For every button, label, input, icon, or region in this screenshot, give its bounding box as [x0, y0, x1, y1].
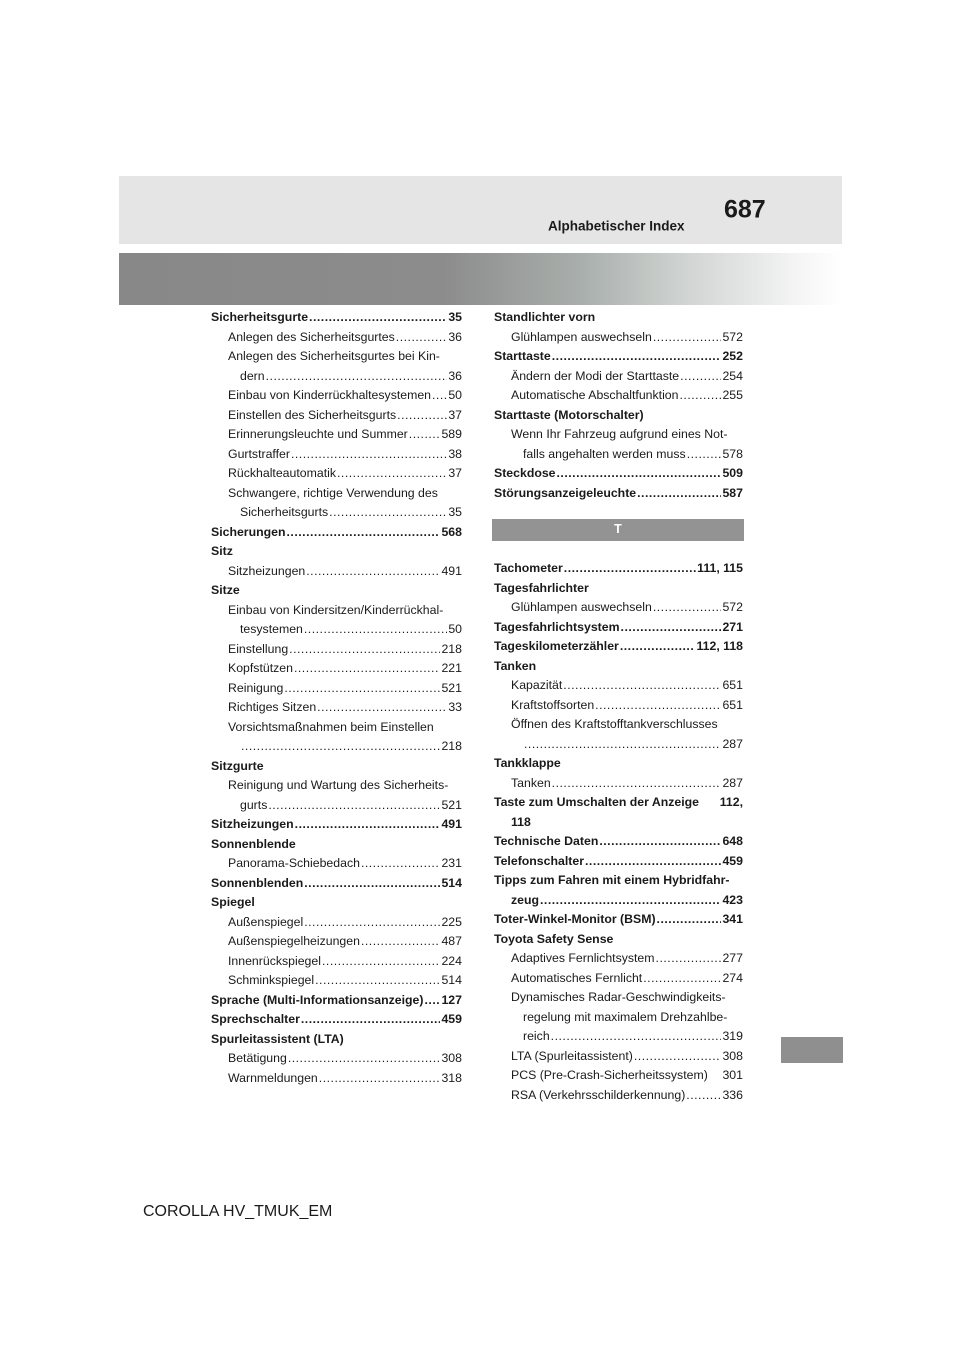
- index-entry: [494, 328, 743, 348]
- entry-text: Anlegen des Sicherheitsgurtes: [228, 329, 395, 344]
- index-heading: Sitzgurte: [211, 758, 264, 773]
- dot-leader: [653, 328, 722, 348]
- entry-page: 37: [448, 466, 462, 480]
- entry-text: Öffnen des Kraftstofftankverschlusses: [511, 717, 718, 731]
- index-entry: [494, 618, 743, 638]
- entry-page: 568: [441, 524, 462, 539]
- entry-page: 112,: [719, 795, 743, 809]
- entry-page: 252: [722, 349, 743, 363]
- index-entry: [211, 1069, 462, 1089]
- entry-page: 50: [448, 388, 462, 402]
- entry-text: Kopfstützen: [228, 661, 293, 675]
- entry-text: Panorama-Schiebedach: [228, 856, 360, 870]
- entry-page: 127: [441, 992, 462, 1007]
- index-entry: [211, 952, 462, 972]
- index-heading: Sonnenblende: [211, 836, 296, 851]
- entry-page: 221: [441, 661, 462, 675]
- entry-text: Sprache (Multi-Informationsanzeige): [211, 992, 424, 1007]
- entry-text: Einstellung: [228, 641, 289, 656]
- dot-leader: [552, 774, 722, 794]
- entry-continuation: 118: [511, 814, 531, 829]
- index-entry: [211, 737, 462, 757]
- entry-text: Adaptives Fernlichtsystem: [511, 951, 655, 965]
- entry-text: falls angehalten werden muss: [523, 446, 686, 461]
- entry-text: Automatisches Fernlicht: [511, 970, 643, 985]
- dot-leader: [309, 308, 447, 328]
- index-entry: [211, 425, 462, 445]
- index-entry: [211, 1049, 462, 1069]
- index-entry: [494, 891, 743, 911]
- index-entry: [494, 969, 743, 989]
- entry-page: 521: [441, 797, 462, 812]
- dot-leader: [552, 347, 722, 367]
- dot-leader: [286, 523, 440, 543]
- entry-text: Reinigung: [228, 680, 284, 695]
- index-entry: [211, 328, 462, 348]
- dot-leader: [424, 991, 440, 1011]
- index-entry: [211, 796, 462, 816]
- dot-leader: [620, 637, 696, 657]
- entry-text: Schminkspiegel: [228, 973, 315, 987]
- index-entry: [211, 523, 462, 543]
- index-entry: [494, 347, 743, 367]
- dot-leader: [337, 464, 447, 484]
- entry-text: Anlegen des Sicherheitsgurtes bei Kin-: [228, 349, 440, 363]
- dot-leader: [653, 598, 722, 618]
- index-entry: [211, 386, 462, 406]
- dot-leader: [306, 562, 440, 582]
- dot-leader: [319, 1069, 441, 1089]
- index-heading: Tagesfahrlichter: [494, 580, 589, 595]
- dot-leader: [680, 367, 721, 387]
- entry-text: Steckdose: [494, 466, 556, 480]
- index-entry: [494, 832, 743, 852]
- index-entry: [211, 659, 462, 679]
- entry-text: Außenspiegelheizungen: [228, 934, 360, 948]
- entry-text: Automatische Abschaltfunktion: [511, 388, 679, 402]
- entry-text: Toter-Winkel-Monitor (BSM): [494, 912, 656, 926]
- entry-text: Gurtstraffer: [228, 446, 290, 461]
- entry-page: 35: [448, 310, 462, 324]
- index-entry: [494, 774, 743, 794]
- dot-leader: [289, 640, 440, 660]
- entry-page: 336: [722, 1087, 743, 1102]
- dot-leader: [557, 464, 722, 484]
- entry-page: 255: [722, 388, 743, 402]
- index-entry: [494, 696, 743, 716]
- entry-text: Einbau von Kinderrückhaltesystemen: [228, 388, 432, 402]
- dot-leader: [322, 952, 440, 972]
- entry-text: Außenspiegel: [228, 914, 304, 929]
- index-entry: [211, 991, 462, 1011]
- entry-page: 274: [722, 970, 743, 985]
- entry-text: dern: [240, 368, 265, 383]
- entry-page: 459: [441, 1012, 462, 1026]
- index-heading: Tankklappe: [494, 756, 561, 770]
- entry-text: Wenn Ihr Fahrzeug aufgrund eines Not-: [511, 427, 728, 441]
- entry-page: 572: [722, 329, 743, 344]
- index-entry: [494, 1027, 743, 1047]
- index-heading: Standlichter vorn: [494, 310, 596, 324]
- entry-text: Richtiges Sitzen: [228, 700, 317, 714]
- index-entry: [494, 1047, 743, 1067]
- dot-leader: [361, 854, 441, 874]
- entry-text: PCS (Pre-Crash-Sicherheitssystem): [511, 1068, 708, 1082]
- entry-page: 423: [722, 892, 743, 907]
- entry-page: 514: [441, 973, 462, 987]
- entry-page: 271: [722, 619, 743, 634]
- index-entry: [211, 308, 462, 328]
- dot-leader: [621, 618, 722, 638]
- dot-leader: [563, 676, 721, 696]
- dot-leader: [304, 874, 440, 894]
- entry-text: Dynamisches Radar-Geschwindigkeits-: [511, 990, 726, 1004]
- entry-page: 254: [722, 368, 743, 383]
- entry-page: 509: [722, 466, 743, 480]
- index-entry: [494, 464, 743, 484]
- index-column-right: [494, 308, 743, 1105]
- index-entry: [494, 735, 743, 755]
- entry-text: RSA (Verkehrsschilderkennung): [511, 1087, 686, 1102]
- entry-text: Glühlampen auswechseln: [511, 329, 652, 344]
- dot-leader: [241, 737, 440, 757]
- entry-text: Warnmeldungen: [228, 1070, 318, 1085]
- entry-page: 218: [441, 739, 462, 753]
- entry-text: Reinigung und Wartung des Sicherheits-: [228, 778, 449, 792]
- dot-leader: [315, 971, 440, 991]
- entry-text: Einstellen des Sicherheitsgurts: [228, 407, 397, 422]
- index-entry: [494, 445, 743, 465]
- dot-leader: [329, 503, 447, 523]
- dot-leader: [294, 659, 441, 679]
- entry-page: 587: [722, 485, 743, 500]
- entry-page: 578: [722, 446, 743, 461]
- entry-text: Betätigung: [228, 1051, 287, 1065]
- dot-leader: [599, 832, 721, 852]
- entry-text: Kraftstoffsorten: [511, 697, 595, 712]
- entry-page: 224: [441, 953, 462, 968]
- entry-text: Einbau von Kindersitzen/Kinderrückhal-: [228, 602, 444, 617]
- dot-leader: [564, 559, 696, 579]
- index-entry: [494, 949, 743, 969]
- entry-page: 651: [722, 678, 743, 692]
- entry-page: 37: [448, 407, 462, 422]
- entry-page: 491: [441, 817, 462, 831]
- entry-text: zeug: [511, 892, 540, 907]
- entry-text: Sicherheitsgurts: [240, 505, 329, 519]
- entry-text: Sicherungen: [211, 524, 286, 539]
- dot-leader: [361, 932, 441, 952]
- entry-page: 50: [448, 622, 462, 636]
- entry-page: 648: [722, 834, 743, 848]
- dot-leader: [304, 913, 440, 933]
- entry-page: 33: [448, 700, 462, 714]
- entry-text: Technische Daten: [494, 834, 599, 848]
- dot-leader: [687, 445, 722, 465]
- entry-page: 651: [722, 697, 743, 712]
- entry-text: Tipps zum Fahren mit einem Hybridfahr-: [494, 873, 730, 887]
- index-entry: [211, 932, 462, 952]
- entry-text: Tagesfahrlichtsystem: [494, 619, 620, 634]
- dot-leader: [288, 1049, 441, 1069]
- entry-page: 318: [441, 1070, 462, 1085]
- index-entry: [211, 445, 462, 465]
- dot-leader: [524, 735, 721, 755]
- dot-leader: [284, 679, 440, 699]
- entry-text: Sitzheizungen: [211, 817, 294, 831]
- entry-page: 218: [441, 641, 462, 656]
- entry-page: 341: [722, 912, 743, 926]
- entry-text: Ändern der Modi der Starttaste: [511, 368, 680, 383]
- entry-page: 112, 118: [696, 639, 743, 653]
- entry-page: 231: [441, 856, 462, 870]
- index-entry: [211, 640, 462, 660]
- entry-text: Sonnenblenden: [211, 875, 304, 890]
- index-heading: Sitze: [211, 583, 240, 597]
- page-number: 687: [724, 195, 766, 224]
- index-entry: [494, 637, 743, 657]
- index-entry: [494, 367, 743, 387]
- entry-page: 491: [441, 563, 462, 578]
- entry-page: 319: [722, 1029, 743, 1043]
- dot-leader: [301, 1010, 441, 1030]
- index-entry: [211, 503, 462, 523]
- dot-leader: [295, 815, 441, 835]
- index-entry: [211, 971, 462, 991]
- entry-text: Sicherheitsgurte: [211, 310, 309, 324]
- entry-text: reich: [523, 1029, 550, 1043]
- dot-leader: [656, 949, 722, 969]
- entry-page: 277: [722, 951, 743, 965]
- entry-page: 225: [441, 914, 462, 929]
- dot-leader: [317, 698, 447, 718]
- index-entry: [494, 852, 743, 872]
- entry-page: 308: [722, 1048, 743, 1063]
- entry-text: Telefonschalter: [494, 853, 584, 868]
- dot-leader: [551, 1027, 722, 1047]
- entry-text: Taste zum Umschalten der Anzeige: [494, 795, 699, 809]
- dot-leader: [304, 620, 447, 640]
- entry-page: 487: [441, 934, 462, 948]
- entry-text: Innenrückspiegel: [228, 953, 321, 968]
- entry-text: Sitzheizungen: [228, 563, 306, 578]
- index-entry: [494, 1086, 743, 1106]
- index-entry: [211, 679, 462, 699]
- dot-leader: [432, 386, 447, 406]
- footer-doc-id: COROLLA HV_TMUK_EM: [143, 1203, 333, 1220]
- index-heading: Spurleitassistent (LTA): [211, 1031, 344, 1046]
- entry-text: Rückhalteautomatik: [228, 466, 336, 480]
- entry-text: Glühlampen auswechseln: [511, 600, 652, 614]
- entry-page: 35: [448, 505, 462, 519]
- index-heading: Sitz: [211, 544, 233, 558]
- index-entry: [211, 854, 462, 874]
- entry-text: Sprechschalter: [211, 1012, 300, 1026]
- index-entry: [494, 676, 743, 696]
- dot-leader: [637, 484, 721, 504]
- entry-page: 111, 115: [697, 561, 743, 575]
- dot-leader: [409, 425, 441, 445]
- entry-text: Erinnerungsleuchte und Summer: [228, 427, 408, 441]
- index-entry: [211, 913, 462, 933]
- index-entry: [211, 1010, 462, 1030]
- index-entry: [494, 1066, 743, 1086]
- index-heading: Tanken: [494, 658, 537, 673]
- entry-text: Starttaste: [494, 349, 551, 363]
- entry-text: Tageskilometerzähler: [494, 639, 619, 653]
- dot-leader: [686, 1086, 721, 1106]
- dot-leader: [679, 386, 721, 406]
- entry-continuation: regelung mit maximalem Drehzahlbe-: [523, 1009, 728, 1024]
- chapter-tab: [781, 1037, 843, 1063]
- index-entry: [211, 698, 462, 718]
- index-entry: [211, 874, 462, 894]
- dot-leader: [291, 445, 447, 465]
- index-entry: [211, 367, 462, 387]
- entry-page: 521: [441, 680, 462, 695]
- index-column-left: [211, 308, 462, 1088]
- index-entry: [494, 386, 743, 406]
- dot-leader: [268, 796, 440, 816]
- index-entry: [494, 559, 743, 579]
- entry-text: Tachometer: [494, 561, 563, 575]
- dot-leader: [634, 1047, 722, 1067]
- dot-leader: [396, 328, 448, 348]
- dot-leader: [585, 852, 721, 872]
- entry-page: 589: [441, 427, 462, 441]
- entry-page: 36: [448, 329, 462, 344]
- index-entry: [211, 406, 462, 426]
- dot-leader: [643, 969, 721, 989]
- index-entry: [494, 793, 743, 813]
- entry-page: 459: [722, 853, 743, 868]
- entry-page: 36: [448, 368, 462, 383]
- entry-text: Kapazität: [511, 678, 563, 692]
- entry-page: 287: [722, 775, 743, 790]
- dot-leader: [657, 910, 722, 930]
- entry-text: tesystemen: [240, 622, 303, 636]
- entry-text: Vorsichtsmaßnahmen beim Einstellen: [228, 719, 434, 734]
- index-entry: [494, 910, 743, 930]
- entry-page: 572: [722, 600, 743, 614]
- index-heading: Starttaste (Motorschalter): [494, 407, 644, 422]
- index-entry: [211, 464, 462, 484]
- header-gradient-bar: [119, 253, 842, 305]
- entry-text: Tanken: [511, 775, 551, 790]
- entry-page: 38: [448, 446, 462, 461]
- entry-text: Störungsanzeigeleuchte: [494, 485, 637, 500]
- index-entry: [494, 598, 743, 618]
- entry-page: 514: [441, 875, 462, 890]
- dot-leader: [266, 367, 448, 387]
- index-entry: [211, 620, 462, 640]
- entry-text: LTA (Spurleitassistent): [511, 1048, 633, 1063]
- index-heading: Toyota Safety Sense: [494, 931, 614, 946]
- dot-leader: [595, 696, 721, 716]
- entry-page: 287: [722, 736, 743, 751]
- dot-leader: [397, 406, 447, 426]
- entry-page: 301: [722, 1068, 743, 1082]
- index-entry: [494, 484, 743, 504]
- dot-leader: [540, 891, 721, 911]
- index-entry: [211, 815, 462, 835]
- index-heading: Spiegel: [211, 895, 255, 909]
- letter-section-bar: T: [492, 519, 744, 541]
- index-entry: [211, 562, 462, 582]
- entry-text: gurts: [240, 797, 268, 812]
- section-title: Alphabetischer Index: [548, 218, 685, 234]
- entry-page: 308: [441, 1051, 462, 1065]
- entry-text: Schwangere, richtige Verwendung des: [228, 485, 438, 500]
